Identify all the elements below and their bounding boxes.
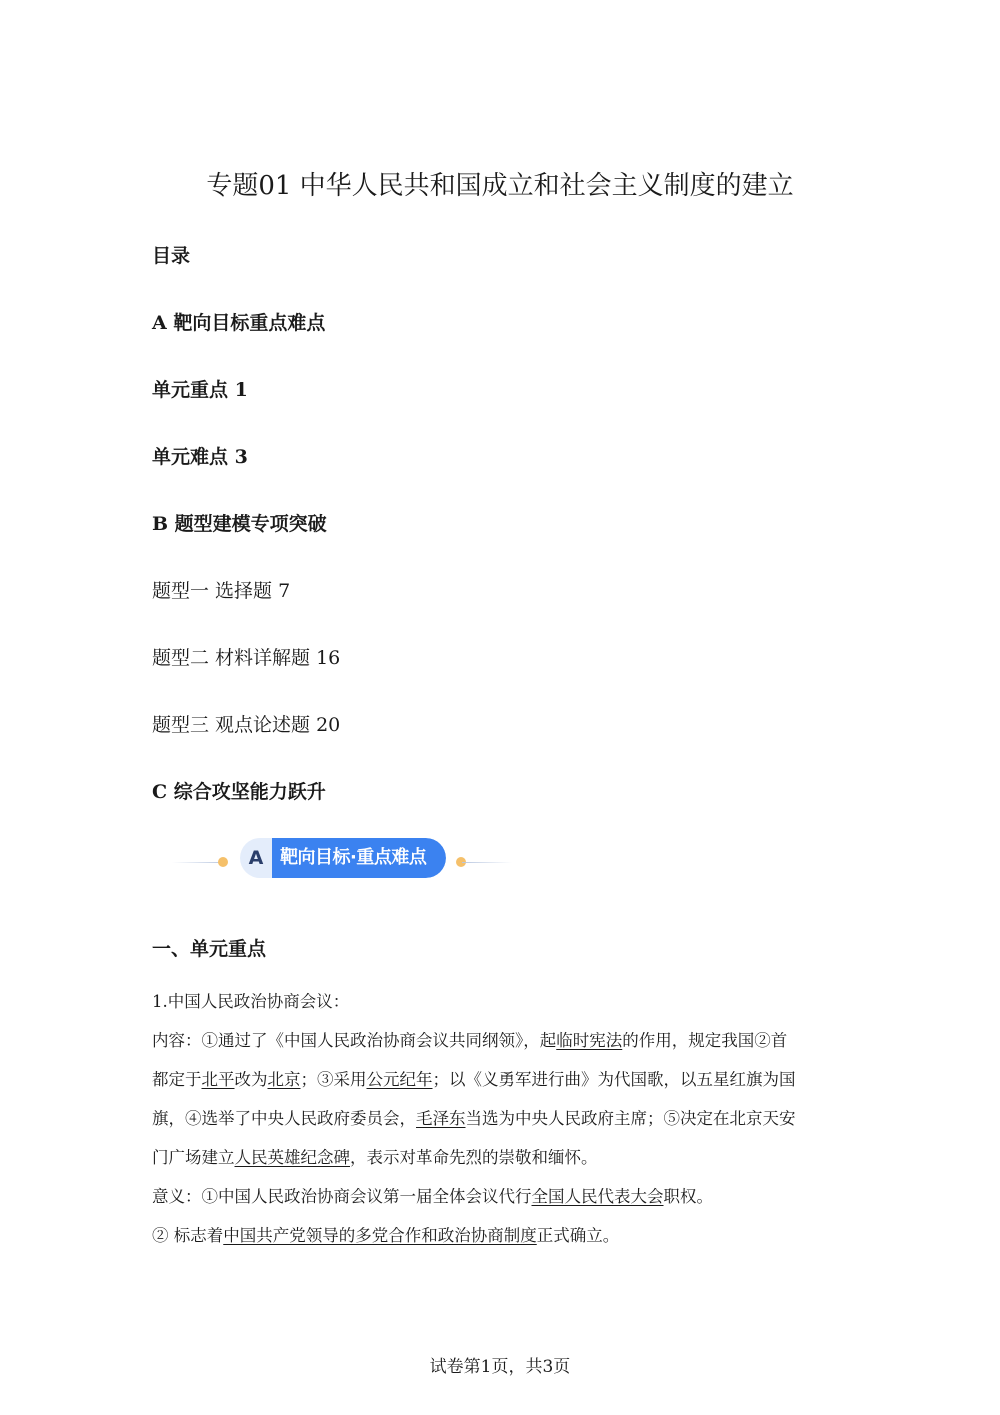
toc-item[interactable]: B 题型建模专项突破 [152, 513, 327, 535]
document-title: 专题01 中华人民共和国成立和社会主义制度的建立 [206, 171, 794, 201]
banner-dot-left [218, 857, 228, 867]
text-segment: 的作用，规定我国②首 [622, 1031, 788, 1050]
text-segment: ；以《义勇军进行曲》为代国歌，以五星红旗为国 [432, 1070, 796, 1089]
banner-pill [240, 838, 446, 878]
banner-label-bg [272, 838, 446, 878]
text-segment: ② 标志着 [152, 1226, 224, 1245]
text-segment: 1.中国人民政治协商会议： [152, 992, 350, 1011]
key-term: 毛泽东 [416, 1109, 466, 1128]
key-term: 北京 [267, 1070, 301, 1089]
content-line [152, 1148, 842, 1168]
text-segment: 改为 [234, 1070, 268, 1089]
key-term: 公元纪年 [366, 1070, 433, 1089]
key-term: 中国共产党领导的多党合作和政治协商制度 [223, 1226, 537, 1245]
content-line [152, 1187, 842, 1207]
toc-heading: 目录 [152, 245, 191, 267]
key-term: 北平 [201, 1070, 235, 1089]
text-segment: 内容：①通过了《中国人民政治协商会议共同纲领》，起 [152, 1031, 557, 1050]
content-line [152, 992, 842, 1012]
toc-item[interactable]: 题型三 观点论述题 20 [152, 714, 341, 736]
text-segment: 都定于 [152, 1070, 202, 1089]
toc-item[interactable]: C 综合攻坚能力跃升 [152, 781, 326, 803]
section-banner [172, 836, 512, 882]
text-segment: 门广场建立 [152, 1148, 235, 1167]
key-term: 全国人民代表大会 [531, 1187, 664, 1206]
text-segment: 当选为中央人民政府主席；⑤决定在北京天安 [465, 1109, 796, 1128]
banner-line-left [172, 862, 224, 863]
toc-item[interactable]: 单元难点 3 [152, 446, 248, 468]
key-term: 临时宪法 [556, 1031, 623, 1050]
toc-item[interactable]: 单元重点 1 [152, 379, 248, 401]
toc-item[interactable]: A 靶向目标重点难点 [152, 312, 326, 334]
text-segment: ；③采用 [300, 1070, 367, 1089]
banner-line-right [462, 862, 512, 863]
section-heading: 一、单元重点 [152, 938, 267, 960]
content-line [152, 1031, 842, 1051]
toc-item[interactable]: 题型一 选择题 7 [152, 580, 291, 602]
banner-label: 靶向目标·重点难点 [280, 847, 427, 868]
text-segment: 旗，④选举了中央人民政府委员会， [152, 1109, 416, 1128]
key-term: 人民英雄纪念碑 [234, 1148, 350, 1167]
text-segment: ，表示对革命先烈的崇敬和缅怀。 [350, 1148, 598, 1167]
content-line [152, 1226, 842, 1246]
toc-item[interactable]: 题型二 材料详解题 16 [152, 647, 341, 669]
page-footer: 试卷第1页，共3页 [429, 1357, 571, 1377]
content-line [152, 1070, 842, 1090]
banner-letter: A [248, 847, 264, 869]
text-segment: 职权。 [663, 1187, 713, 1206]
text-segment: 意义：①中国人民政治协商会议第一届全体会议代行 [152, 1187, 532, 1206]
content-line [152, 1109, 842, 1129]
text-segment: 正式确立。 [536, 1226, 620, 1245]
